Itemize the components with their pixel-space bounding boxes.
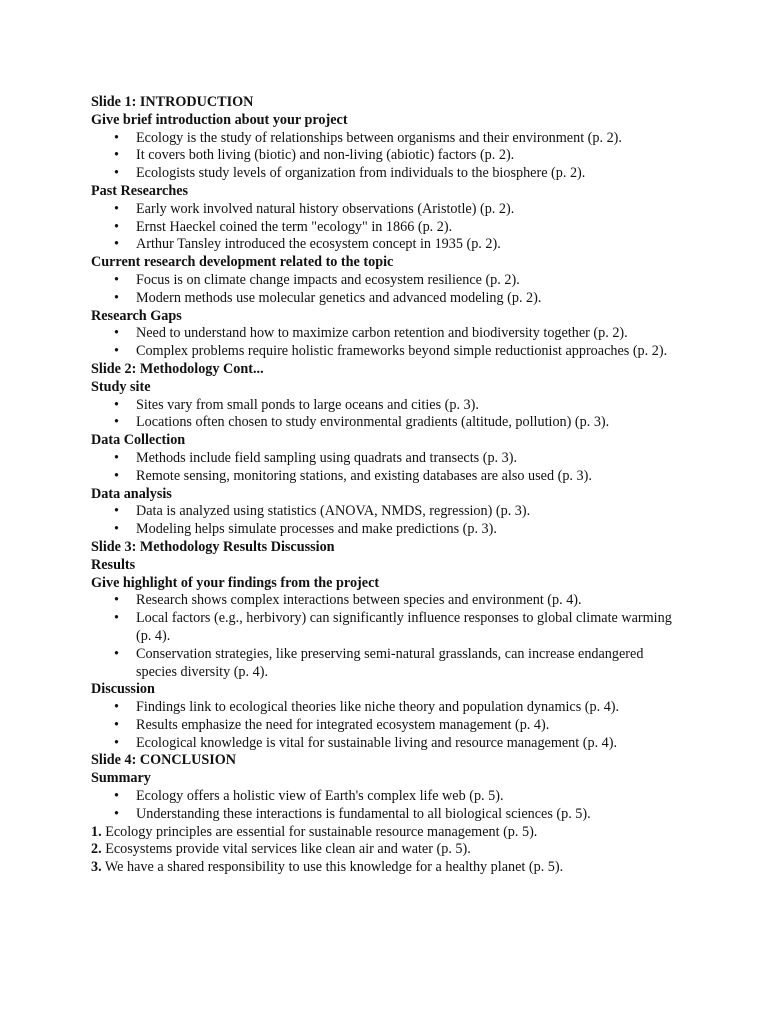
list-item: • Results emphasize the need for integrated ecosystem management (p. 4). — [136, 717, 681, 735]
bullet-list — [91, 592, 681, 681]
item-number: 2. — [91, 841, 102, 858]
numbered-item — [91, 859, 681, 877]
item-text: We have a shared responsibility to use this knowledge for a healthy planet (p. 5). — [101, 859, 564, 876]
section-heading: Current research development related to the topic — [91, 254, 394, 271]
list-item: • Complex problems require holistic frameworks beyond simple reductionist approaches (p. 2). — [136, 343, 681, 361]
bullet-list — [91, 788, 681, 824]
list-item: • Understanding these interactions is fundamental to all biological sciences (p. 5). — [136, 806, 681, 824]
list-item: • It covers both living (biotic) and non-living (abiotic) factors (p. 2). — [136, 147, 681, 165]
list-item: • Early work involved natural history observations (Aristotle) (p. 2). — [136, 201, 681, 219]
section-heading: Give highlight of your findings from the project — [91, 574, 380, 591]
list-item: • Sites vary from small ponds to large oceans and cities (p. 3). — [136, 397, 681, 415]
section-heading: Slide 1: INTRODUCTION — [91, 94, 254, 110]
list-item: • Focus is on climate change impacts and ecosystem resilience (p. 2). — [136, 272, 681, 290]
list-item: • Research shows complex interactions between species and environment (p. 4). — [136, 592, 681, 610]
section-heading: Data analysis — [91, 485, 172, 502]
bullet-list — [91, 503, 681, 539]
section-heading: Discussion — [91, 681, 155, 698]
section-heading: Slide 3: Methodology Results Discussion — [91, 538, 335, 555]
document-page — [91, 94, 681, 877]
list-item: • Need to understand how to maximize carbon retention and biodiversity together (p. 2). — [136, 325, 681, 343]
list-item: • Modeling helps simulate processes and make predictions (p. 3). — [136, 521, 681, 539]
list-item: • Modern methods use molecular genetics and advanced modeling (p. 2). — [136, 290, 681, 308]
section-heading: Summary — [91, 770, 151, 787]
item-text: Ecology principles are essential for sustainable resource management (p. 5). — [101, 823, 538, 840]
section-heading: Past Researches — [91, 182, 189, 199]
section-heading: Data Collection — [91, 432, 186, 449]
list-item: • Data is analyzed using statistics (ANOVA, NMDS, regression) (p. 3). — [136, 503, 681, 521]
bullet-list — [91, 397, 681, 433]
bullet-list — [91, 201, 681, 254]
bullet-list — [91, 699, 681, 752]
item-text: Ecosystems provide vital services like clean air and water (p. 5). — [101, 841, 471, 858]
list-item: • Ecology is the study of relationships between organisms and their environment (p. 2). — [136, 130, 681, 148]
section-heading: Slide 4: CONCLUSION — [91, 752, 237, 769]
section-heading: Study site — [91, 378, 151, 395]
bullet-list — [91, 450, 681, 486]
bullet-list — [91, 325, 681, 361]
numbered-item — [91, 824, 681, 842]
list-item: • Ecology offers a holistic view of Earth's complex life web (p. 5). — [136, 788, 681, 806]
list-item: • Locations often chosen to study environmental gradients (altitude, pollution) (p. 3). — [136, 414, 681, 432]
section-heading: Results — [91, 556, 136, 573]
list-item: • Local factors (e.g., herbivory) can significantly influence responses to global climate warming (p. 4). — [136, 610, 681, 646]
list-item: • Conservation strategies, like preserving semi-natural grasslands, can increase endangered species diversity (p. 4). — [136, 646, 681, 682]
list-item: • Findings link to ecological theories like niche theory and population dynamics (p. 4). — [136, 699, 681, 717]
item-number: 1. — [91, 823, 102, 840]
section-heading: Slide 2: Methodology Cont... — [91, 360, 264, 377]
list-item: • Ecologists study levels of organization from individuals to the biosphere (p. 2). — [136, 165, 681, 183]
section-heading: Give brief introduction about your project — [91, 111, 348, 128]
list-item: • Remote sensing, monitoring stations, and existing databases are also used (p. 3). — [136, 468, 681, 486]
list-item: • Ecological knowledge is vital for sustainable living and resource management (p. 4). — [136, 735, 681, 753]
numbered-item — [91, 841, 681, 859]
bullet-list — [91, 130, 681, 183]
list-item: • Arthur Tansley introduced the ecosystem concept in 1935 (p. 2). — [136, 236, 681, 254]
bullet-list — [91, 272, 681, 308]
item-number: 3. — [91, 859, 102, 876]
section-heading: Research Gaps — [91, 307, 182, 324]
list-item: • Ernst Haeckel coined the term "ecology" in 1866 (p. 2). — [136, 219, 681, 237]
list-item: • Methods include field sampling using quadrats and transects (p. 3). — [136, 450, 681, 468]
